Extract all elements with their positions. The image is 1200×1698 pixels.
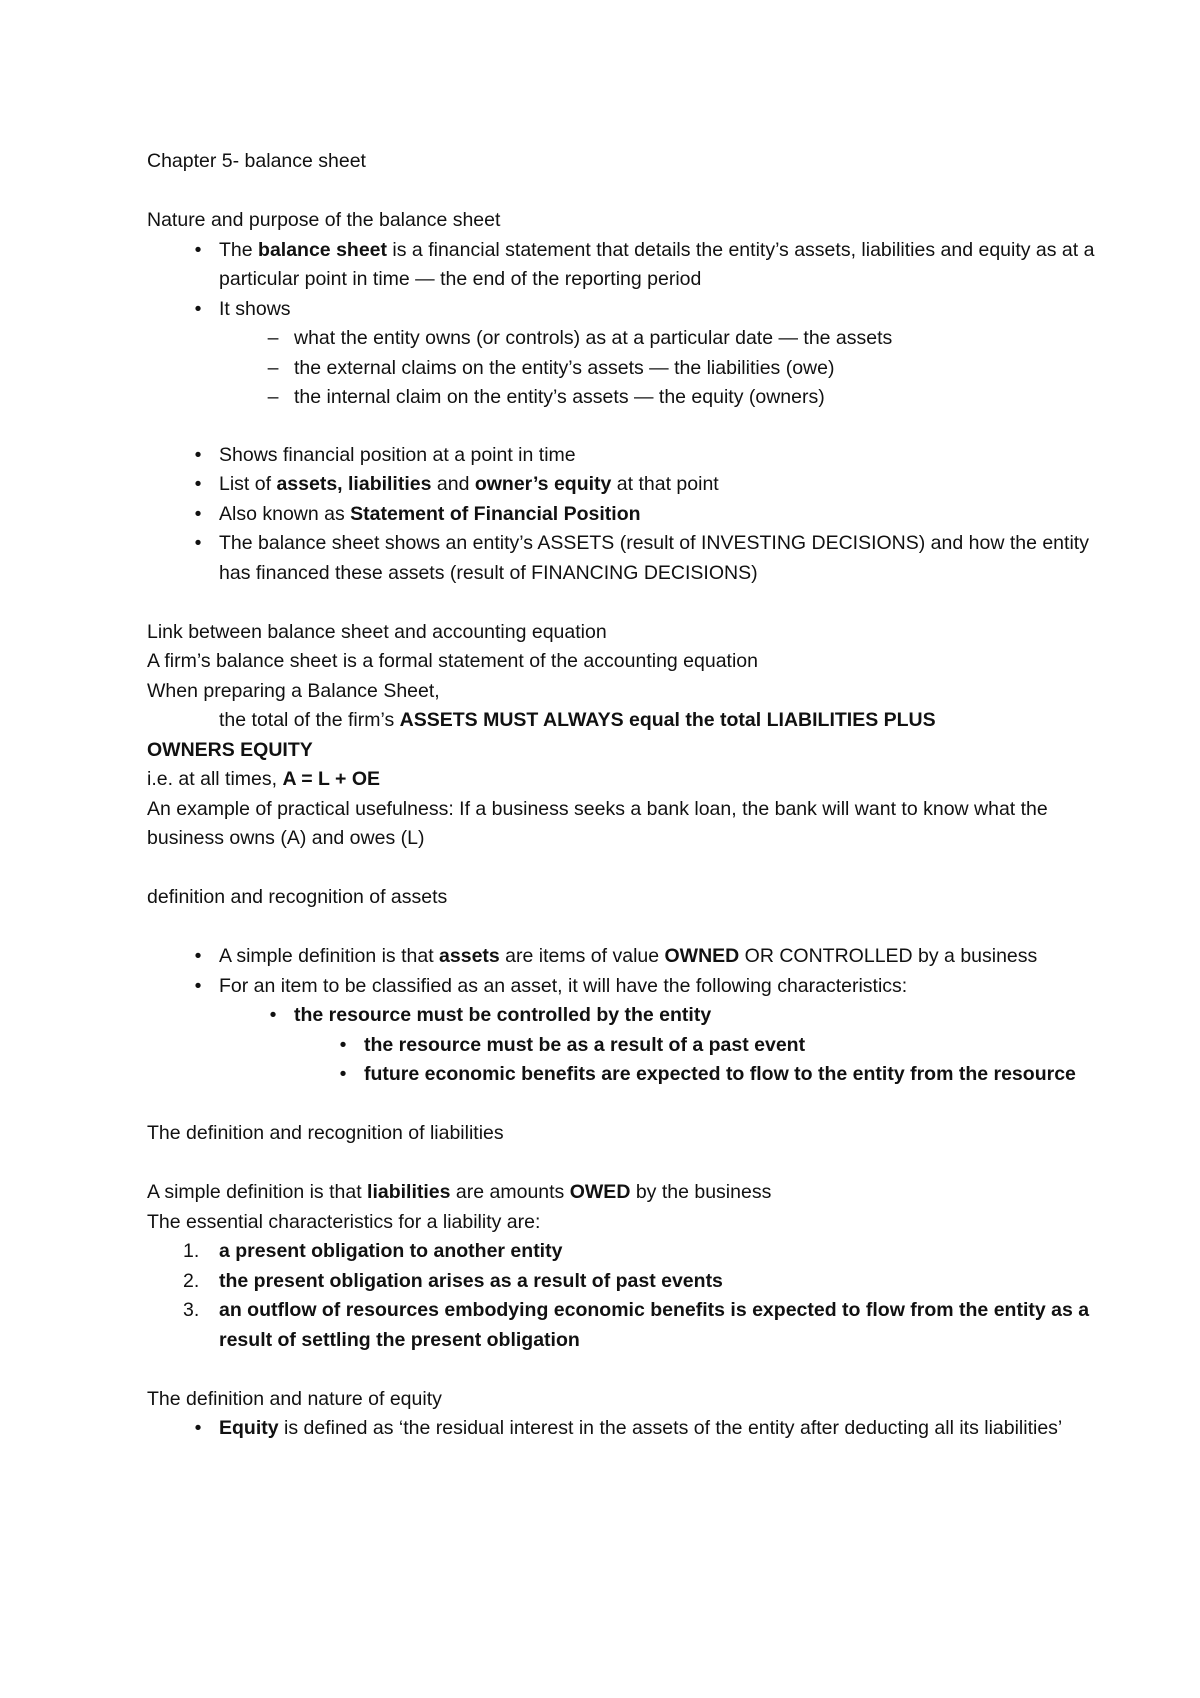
sub-list-item: – what the entity owns (or controls) as at a particular date — the assets (147, 324, 1110, 354)
bullet-icon: • (269, 1004, 277, 1026)
dash-icon: – (267, 356, 279, 379)
list-item: • For an item to be classified as an asset, it will have the following characteristics: (147, 972, 1110, 1002)
section-heading-nature: Nature and purpose of the balance sheet (147, 209, 501, 231)
sub-list-item: – the internal claim on the entity’s assets — the equity (owners) (147, 383, 1110, 413)
bullet-icon: • (194, 502, 202, 525)
list-item: • It shows (147, 295, 1110, 325)
paragraph: A simple definition is that liabilities are amounts OWED by the business (147, 1181, 772, 1203)
section-heading-assets: definition and recognition of assets (147, 886, 448, 908)
paragraph: When preparing a Balance Sheet, (147, 679, 440, 702)
paragraph: OWNERS EQUITY (147, 738, 313, 761)
dash-icon: – (267, 386, 279, 408)
equation-line: i.e. at all times, A = L + OE (147, 768, 381, 790)
numbered-item: 3. an outflow of resources embodying economic benefits is expected to flow from the entity as a result of settling the present obligation (183, 1299, 1090, 1351)
bullet-icon: • (194, 297, 202, 320)
paragraph: The essential characteristics for a liability are: (147, 1210, 541, 1233)
sub-list-item: • future economic benefits are expected to flow to the entity from the resource (147, 1060, 1110, 1090)
bullet-icon: • (194, 945, 202, 967)
paragraph-indented: the total of the firm’s ASSETS MUST ALWAYS equal the total LIABILITIES PLUS (219, 709, 936, 731)
sub-list-item: – the external claims on the entity’s assets — the liabilities (owe) (147, 354, 1110, 384)
bullet-icon: • (194, 443, 202, 466)
list-item: • Shows financial position at a point in time (147, 441, 1110, 471)
sub-list-item: • the resource must be as a result of a past event (147, 1031, 1110, 1061)
paragraph: A firm’s balance sheet is a formal statement of the accounting equation (147, 650, 758, 672)
bullet-icon: • (194, 473, 202, 495)
numbered-item: 2. the present obligation arises as a result of past events (183, 1269, 723, 1292)
list-item: • The balance sheet is a financial statement that details the entity’s assets, liabilities and equity as at a particular point in time — the end of the reporting period (147, 236, 1110, 295)
dash-icon: – (267, 327, 279, 349)
bullet-icon: • (194, 1417, 202, 1439)
numbered-item: 1. a present obligation to another entity (183, 1240, 563, 1262)
bullet-icon: • (194, 532, 202, 554)
bullet-icon: • (194, 238, 202, 261)
section-heading-liabilities: The definition and recognition of liabilities (147, 1122, 504, 1144)
bullet-icon: • (339, 1033, 347, 1056)
sub-list-item: • the resource must be controlled by the entity (147, 1001, 1110, 1031)
list-item: • Equity is defined as ‘the residual interest in the assets of the entity after deducting all its liabilities’ (147, 1414, 1110, 1444)
bullet-icon: • (339, 1063, 347, 1085)
list-item: • A simple definition is that assets are items of value OWNED OR CONTROLLED by a business (147, 942, 1110, 972)
page-title: Chapter 5- balance sheet (147, 150, 366, 172)
paragraph: An example of practical usefulness: If a business seeks a bank loan, the bank will want to know what the business owns (A) and owes (L) (147, 797, 1048, 849)
section-heading-link: Link between balance sheet and accounting equation (147, 620, 607, 643)
list-item: • The balance sheet shows an entity’s ASSETS (result of INVESTING DECISIONS) and how the entity has financed these assets (result of FINANCING DECISIONS) (147, 529, 1110, 588)
bullet-icon: • (194, 974, 202, 997)
list-item: • List of assets, liabilities and owner’s equity at that point (147, 470, 1110, 500)
section-heading-equity: The definition and nature of equity (147, 1387, 442, 1410)
list-item: • Also known as Statement of Financial Position (147, 500, 1110, 530)
